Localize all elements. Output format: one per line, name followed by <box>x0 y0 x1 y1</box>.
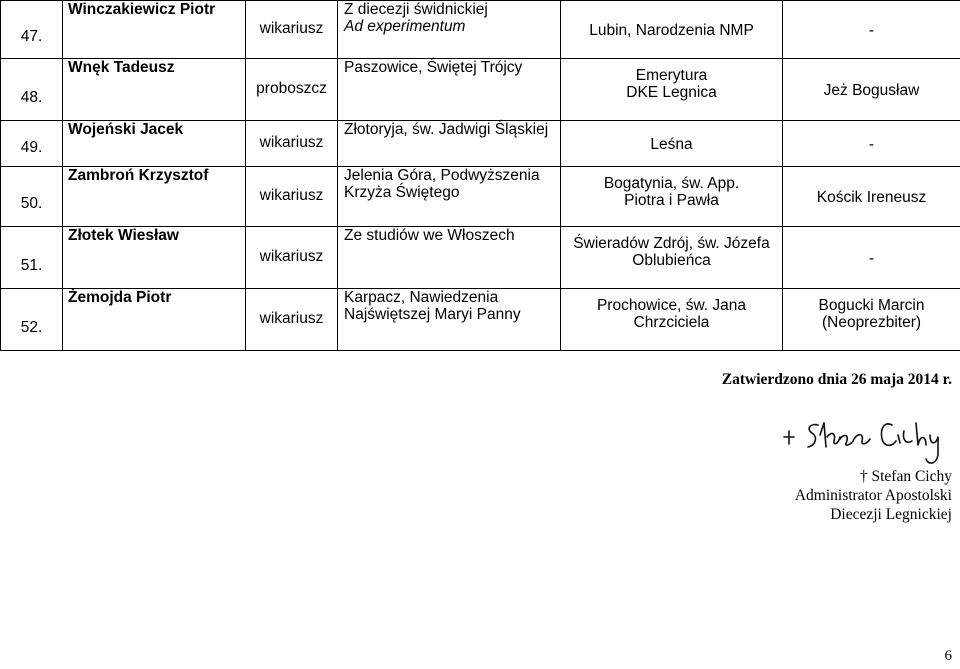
handwritten-signature <box>780 415 960 470</box>
role <box>246 167 338 227</box>
successor-text: - <box>868 136 875 153</box>
person-name <box>63 289 246 351</box>
destination <box>561 121 783 167</box>
destination <box>561 1 783 59</box>
person-name-text: Wojeński Jacek <box>68 121 184 138</box>
signer-name <box>860 467 952 486</box>
person-name <box>63 167 246 227</box>
destination <box>561 227 783 289</box>
row-number-text: 51. <box>20 256 43 274</box>
destination-text: Leśna <box>650 136 693 153</box>
origin-parish <box>338 59 561 121</box>
successor-text: - <box>868 250 875 267</box>
person-name-text: Winczakiewicz Piotr <box>68 1 216 18</box>
row-number <box>1 1 63 59</box>
origin-line1: Ze studiów we Włoszech <box>344 227 515 244</box>
person-name-text: Żemojda Piotr <box>68 289 172 306</box>
person-name <box>63 227 246 289</box>
row-number-text: 52. <box>20 318 43 336</box>
destination <box>561 59 783 121</box>
row-number <box>1 167 63 227</box>
origin-line2: Ad experimentum <box>344 18 466 35</box>
page-number: 6 <box>944 648 952 664</box>
approval-note: Zatwierdzono dnia 26 maja 2014 r. <box>721 371 952 388</box>
origin-line2: Krzyża Świętego <box>344 184 460 201</box>
role <box>246 289 338 351</box>
successor <box>783 121 960 167</box>
successor <box>783 59 960 121</box>
origin-parish <box>338 1 561 59</box>
table-row <box>1 59 960 121</box>
person-name <box>63 121 246 167</box>
origin-parish <box>338 167 561 227</box>
destination-text: Emerytura DKE Legnica <box>626 67 717 101</box>
destination <box>561 289 783 351</box>
origin-line1: Paszowice, Świętej Trójcy <box>344 59 523 76</box>
row-number-text: 49. <box>20 138 43 156</box>
origin-line1: Karpacz, Nawiedzenia <box>344 289 499 306</box>
destination-text: Lubin, Narodzenia NMP <box>589 22 754 39</box>
table-row <box>1 121 960 167</box>
person-name <box>63 1 246 59</box>
role <box>246 1 338 59</box>
origin-parish <box>338 227 561 289</box>
role <box>246 227 338 289</box>
person-name <box>63 59 246 121</box>
successor <box>783 167 960 227</box>
origin-line1: Jelenia Góra, Podwyższenia <box>344 167 540 184</box>
table-row <box>1 1 960 59</box>
role-text: wikariusz <box>259 310 324 327</box>
destination-text: Prochowice, św. Jana Chrzciciela <box>596 297 747 331</box>
origin-line1: Złotoryja, św. Jadwigi Śląskiej <box>344 121 549 138</box>
row-number <box>1 121 63 167</box>
row-number-text: 48. <box>20 88 43 106</box>
role-text: wikariusz <box>259 248 324 265</box>
destination-text: Świeradów Zdrój, św. Józefa Oblubieńca <box>573 235 770 269</box>
role-text: wikariusz <box>259 20 324 37</box>
row-number <box>1 289 63 351</box>
row-number-text: 50. <box>20 195 43 212</box>
destination <box>561 167 783 227</box>
successor-text: Jeż Bogusław <box>823 82 920 99</box>
signer-title: Administrator Apostolski <box>794 487 952 504</box>
successor-text: - <box>868 22 875 39</box>
successor <box>783 1 960 59</box>
person-name-text: Zambroń Krzysztof <box>68 167 209 184</box>
signer-diocese: Diecezji Legnickiej <box>830 506 952 523</box>
role-text: proboszcz <box>256 80 327 97</box>
row-number-text: 47. <box>20 27 43 45</box>
person-name-text: Wnęk Tadeusz <box>68 59 175 76</box>
table-row <box>1 289 960 351</box>
row-number <box>1 59 63 121</box>
successor <box>783 227 960 289</box>
origin-parish <box>338 121 561 167</box>
origin-line1: Z diecezji świdnickiej <box>344 1 488 18</box>
signer-name-text: † Stefan Cichy <box>859 468 952 485</box>
origin-line2: Najświętszej Maryi Panny <box>344 306 521 323</box>
destination-text: Bogatynia, św. App. Piotra i Pawła <box>603 175 740 209</box>
person-name-text: Złotek Wiesław <box>68 227 179 244</box>
table-row <box>1 167 960 227</box>
role <box>246 121 338 167</box>
role-text: wikariusz <box>259 187 324 204</box>
role-text: wikariusz <box>259 134 324 151</box>
role <box>246 59 338 121</box>
table-row <box>1 227 960 289</box>
successor <box>783 289 960 351</box>
origin-parish <box>338 289 561 351</box>
row-number <box>1 227 63 289</box>
successor-text: Kościk Ireneusz <box>816 189 927 206</box>
successor-text: Bogucki Marcin (Neoprezbiter) <box>818 297 925 331</box>
